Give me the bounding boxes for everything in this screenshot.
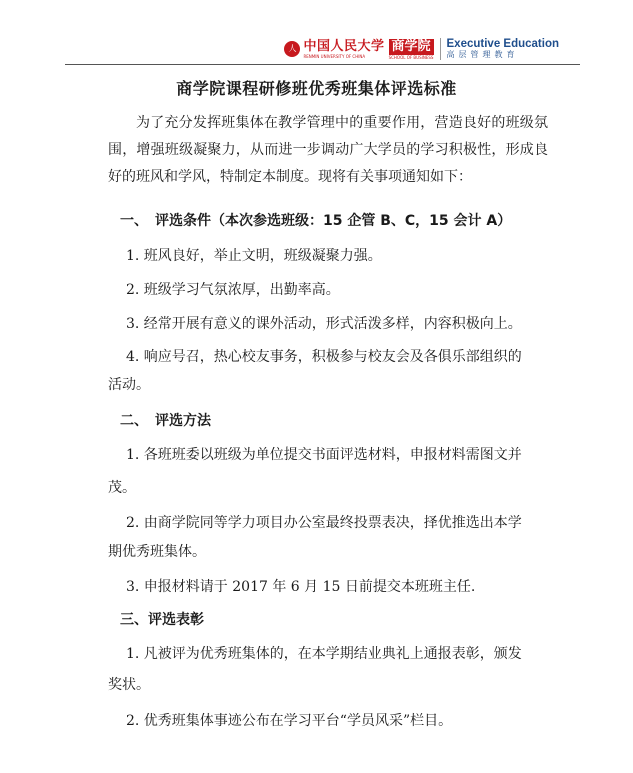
executive-education-cn: 高层管理教育 (446, 50, 519, 59)
method-item-2: 2. 由商学院同等学力项目办公室最终投票表决，择优推选出本学 (126, 515, 522, 531)
method-item-3: 3. 申报材料请于 2017 年 6 月 15 日前提交本班班主任. (126, 579, 476, 595)
page-header (0, 0, 633, 62)
criteria-item-4-cont: 活动。 (108, 377, 150, 393)
commendation-item-1: 1. 凡被评为优秀班集体的，在本学期结业典礼上通报表彰，颁发 (126, 646, 522, 662)
school-logo (389, 39, 434, 60)
method-item-1: 1. 各班班委以班级为单位提交书面评选材料，申报材料需图文并 (126, 447, 522, 463)
section-heading-commendation: 三、评选表彰 (120, 612, 204, 628)
university-name-en: RENMIN UNIVERSITY OF CHINA (303, 53, 366, 59)
commendation-item-2: 2. 优秀班集体事迹公布在学习平台“学员风采”栏目。 (126, 713, 453, 729)
section-heading-method: 二、 评选方法 (120, 413, 211, 429)
logo-divider (440, 38, 441, 60)
method-item-1-cont: 茂。 (108, 480, 136, 496)
section-heading-criteria: 一、 评选条件（本次参选班级：15 企管 B、C，15 会计 A） (120, 213, 512, 229)
criteria-item-2: 2. 班级学习气氛浓厚，出勤率高。 (126, 282, 340, 298)
executive-education-en: Executive Education (446, 38, 559, 50)
executive-education-logo (447, 38, 559, 60)
method-item-2-cont: 期优秀班集体。 (108, 544, 206, 560)
school-name: 商学院 (389, 39, 434, 55)
university-seal-icon: 人 (284, 41, 300, 57)
commendation-item-1-cont: 奖状。 (108, 677, 150, 693)
header-rule (65, 64, 580, 65)
criteria-item-4: 4. 响应号召，热心校友事务，积极参与校友会及各俱乐部组织的 (126, 349, 522, 365)
document-title: 商学院课程研修班优秀班集体评选标准 (176, 79, 457, 98)
university-logo (303, 40, 384, 59)
intro-paragraph: 为了充分发挥班集体在教学管理中的重要作用，营造良好的班级氛围，增强班级凝聚力，从而进一步调动广大学员的学习积极性，形成良好的班风和学风，特制定本制度。现将有关事项通知如下： (108, 115, 548, 185)
university-name: 中国人民大学 (303, 38, 385, 54)
header-logos (284, 38, 559, 60)
criteria-item-3: 3. 经常开展有意义的课外活动，形式活泼多样，内容积极向上。 (126, 316, 522, 332)
criteria-item-1: 1. 班风良好，举止文明，班级凝聚力强。 (126, 248, 382, 264)
school-name-en: SCHOOL OF BUSINESS (388, 54, 434, 60)
